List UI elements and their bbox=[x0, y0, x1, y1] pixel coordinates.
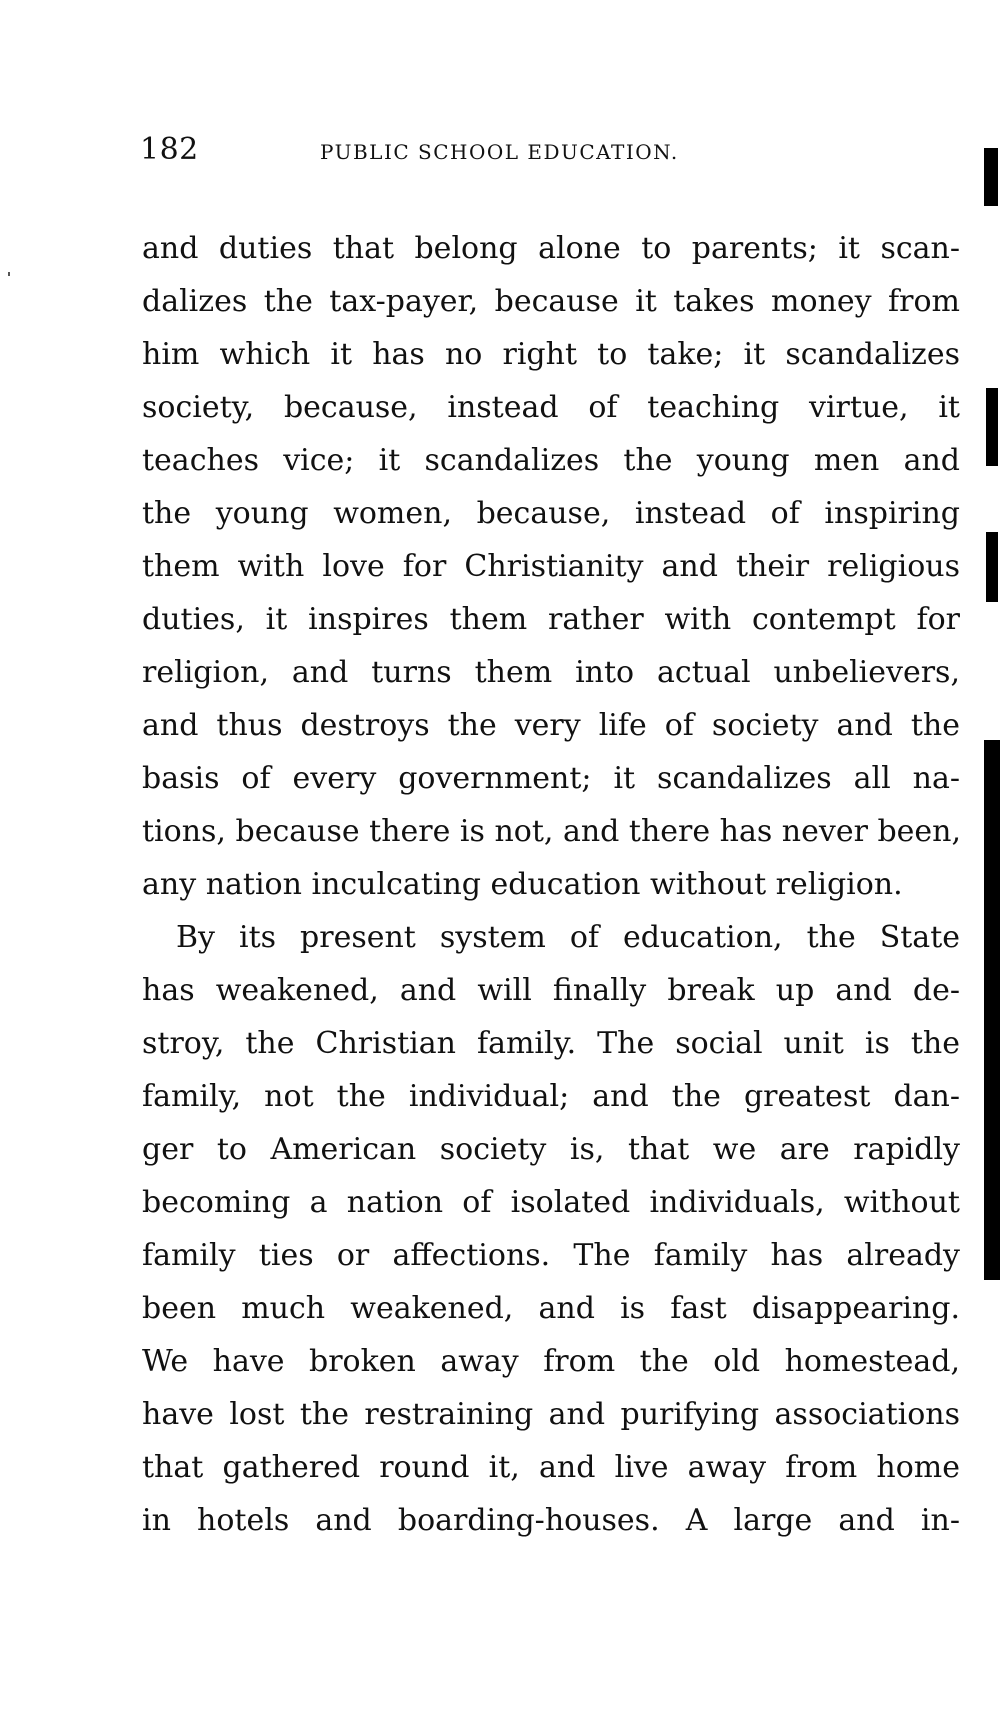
text-line: family ties or affections. The family has already bbox=[142, 1238, 960, 1273]
text-line: stroy, the Christian family. The social unit is the bbox=[142, 1026, 960, 1061]
body-text bbox=[142, 222, 960, 1547]
scan-edge-mark bbox=[984, 740, 1000, 1280]
scan-edge-mark bbox=[986, 532, 998, 602]
text-line: dalizes the tax-payer, because it takes money from bbox=[142, 284, 960, 319]
text-line: in hotels and boarding-houses. A large and in- bbox=[142, 1503, 960, 1538]
text-line: him which it has no right to take; it scandalizes bbox=[142, 337, 960, 372]
scan-speck bbox=[8, 272, 10, 276]
text-line: any nation inculcating education without religion. bbox=[142, 867, 903, 902]
text-line: has weakened, and will finally break up and de- bbox=[142, 973, 960, 1008]
paragraph-2 bbox=[142, 911, 960, 1547]
text-line: been much weakened, and is fast disappearing. bbox=[142, 1291, 960, 1326]
text-line: basis of every government; it scandalizes all na- bbox=[142, 761, 960, 796]
text-line: teaches vice; it scandalizes the young men and bbox=[142, 443, 960, 478]
text-line: We have broken away from the old homestead, bbox=[142, 1344, 960, 1379]
text-line: the young women, because, instead of inspiring bbox=[142, 496, 960, 531]
scan-edge-mark bbox=[984, 148, 998, 206]
text-line: By its present system of education, the State bbox=[176, 920, 960, 955]
running-head: PUBLIC SCHOOL EDUCATION. bbox=[320, 140, 679, 164]
text-line: religion, and turns them into actual unbelievers, bbox=[142, 655, 960, 690]
text-line: and duties that belong alone to parents; it scan- bbox=[142, 231, 960, 266]
paragraph-1 bbox=[142, 222, 960, 911]
text-line: family, not the individual; and the greatest dan- bbox=[142, 1079, 960, 1114]
scan-edge-mark bbox=[986, 388, 998, 466]
text-line: have lost the restraining and purifying associations bbox=[142, 1397, 960, 1432]
text-line: society, because, instead of teaching virtue, it bbox=[142, 390, 960, 425]
page-number: 182 bbox=[140, 132, 199, 167]
text-line: them with love for Christianity and their religious bbox=[142, 549, 960, 584]
text-line: duties, it inspires them rather with contempt for bbox=[142, 602, 960, 637]
text-line: ger to American society is, that we are rapidly bbox=[142, 1132, 960, 1167]
page-header bbox=[140, 132, 820, 172]
text-line: becoming a nation of isolated individuals, without bbox=[142, 1185, 960, 1220]
text-line: and thus destroys the very life of society and the bbox=[142, 708, 960, 743]
text-line: that gathered round it, and live away from home bbox=[142, 1450, 960, 1485]
text-line: tions, because there is not, and there has never been, bbox=[142, 814, 962, 849]
